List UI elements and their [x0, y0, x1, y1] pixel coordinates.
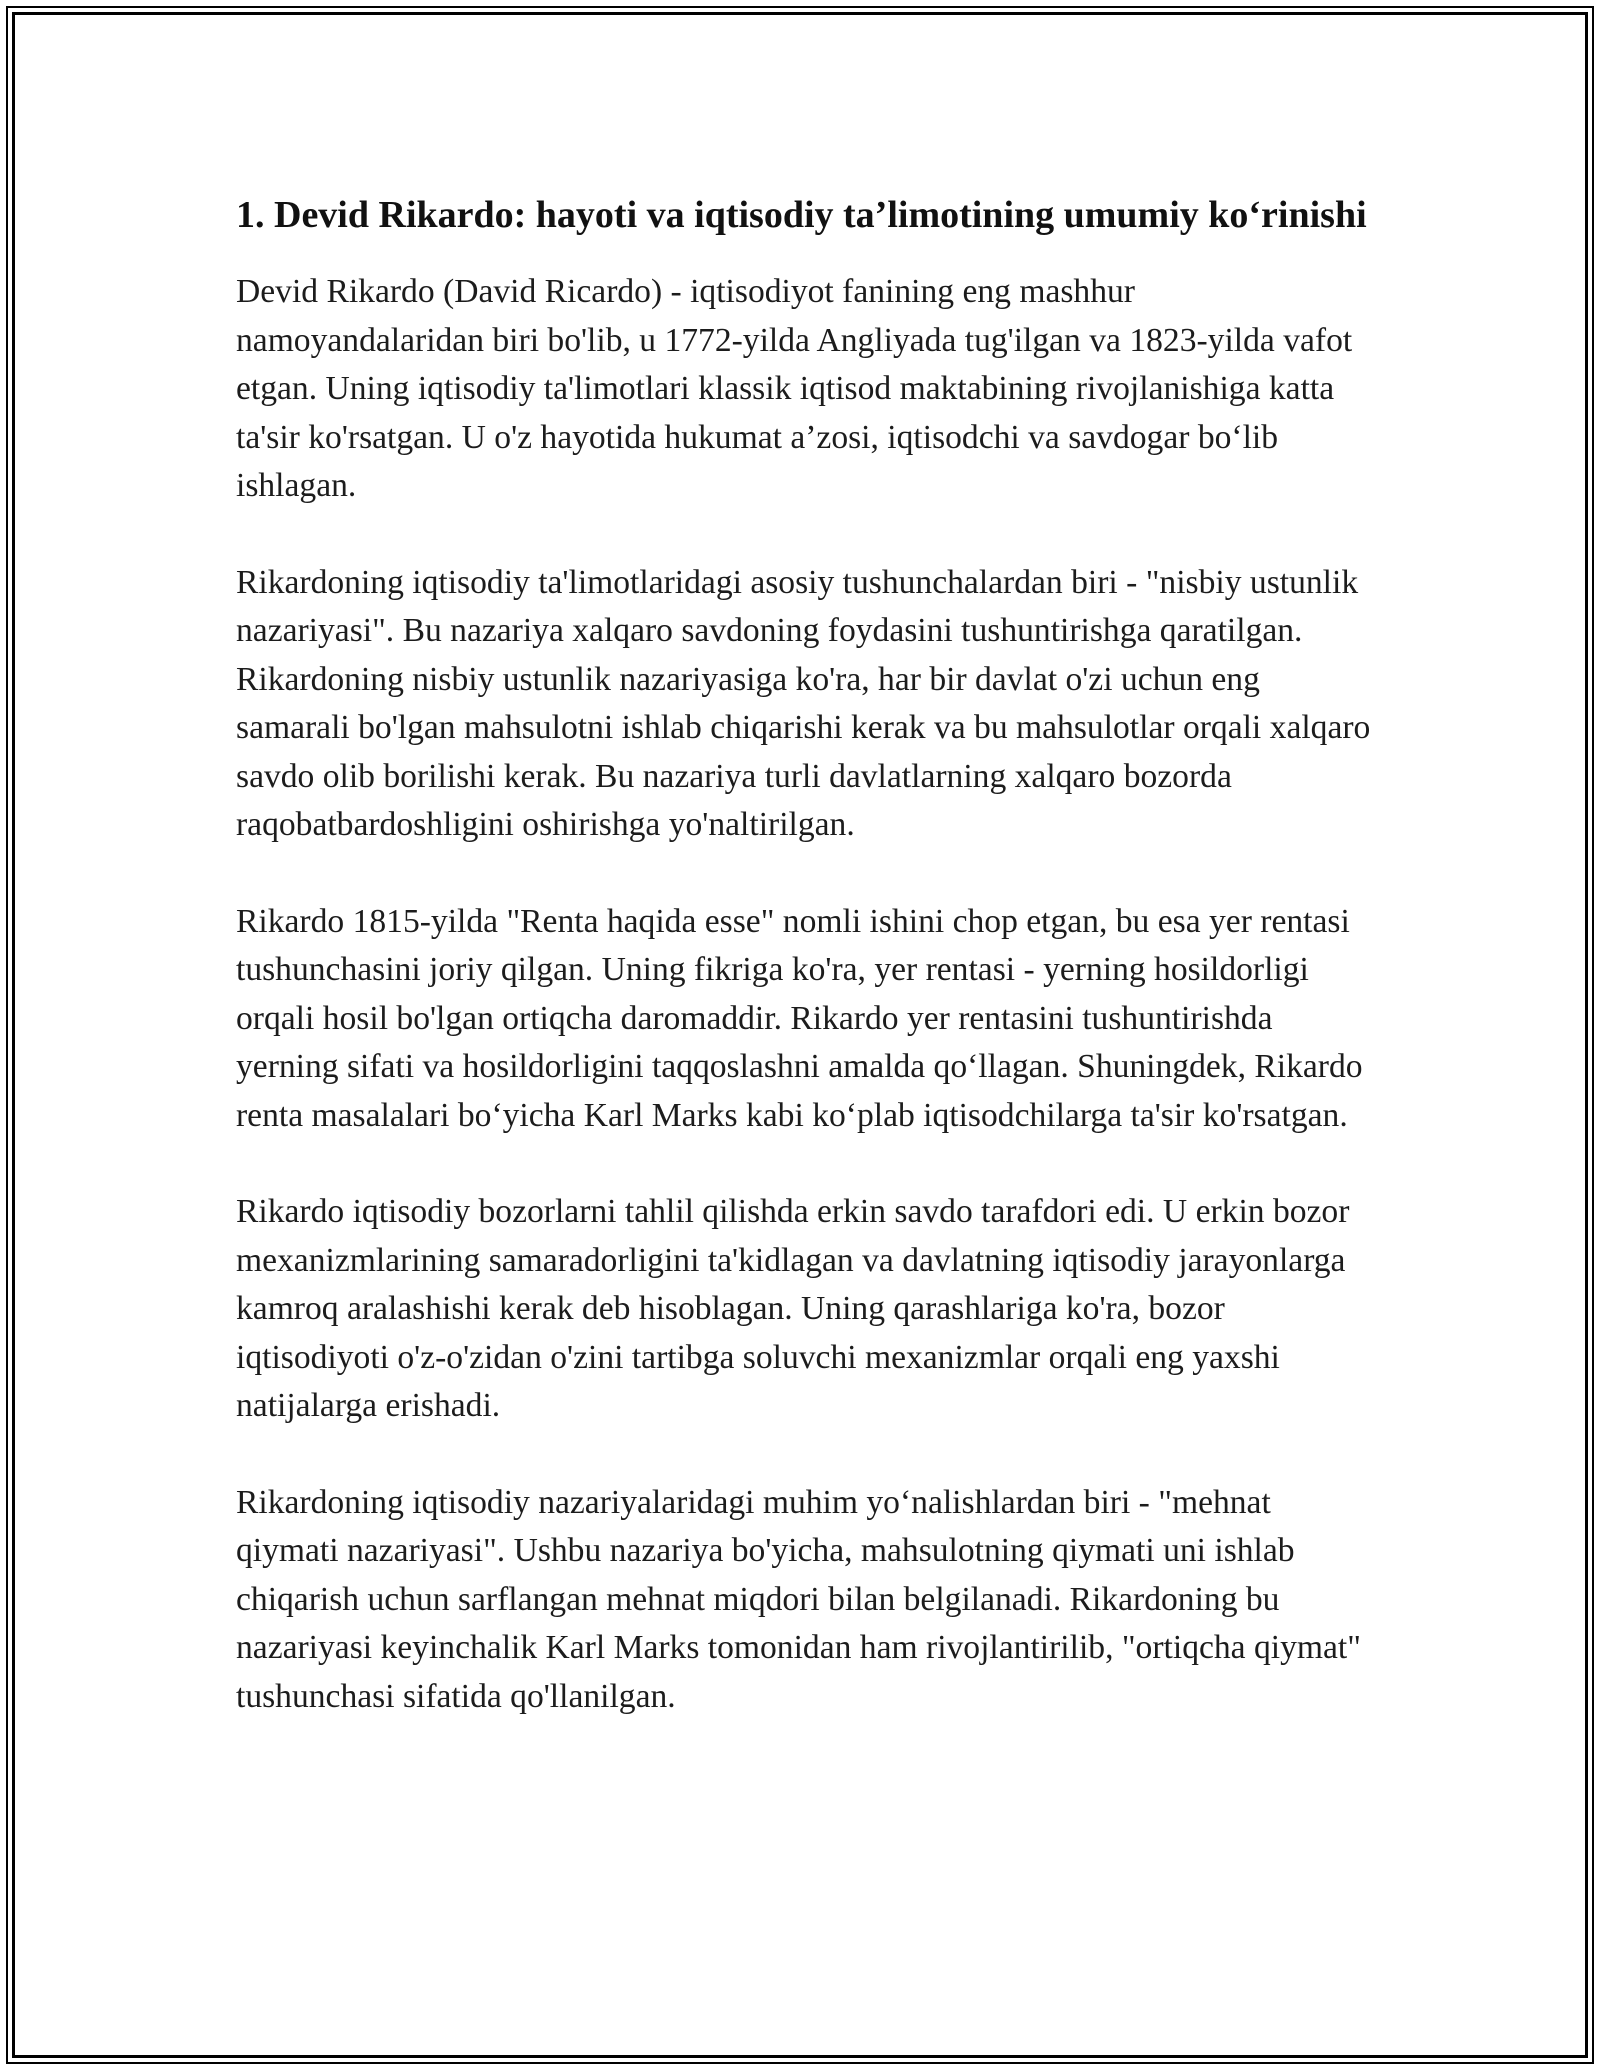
paragraph-comparative-advantage: Rikardoning iqtisodiy ta'limotlaridagi asosiy tushunchalardan biri - "nisbiy ustunlik nazariyasi". Bu nazariya xalqaro savdoning foydasini tushuntirishga qaratilgan. Rikardoning nisbiy ustunlik nazariyasiga ko'ra, har bir davlat o'zi uchun eng samarali bo'lgan mahsulotni ishlab chiqarishi kerak va bu mahsulotlar orqali xalqaro savdo olib borilishi kerak. Bu nazariya turli davlatlarning xalqaro bozorda raqobatbardoshligini oshirishga yo'naltirilgan.	[236, 563, 1371, 843]
document-title: 1. Devid Rikardo: hayoti va iqtisodiy ta’limotining umumiy ko‘rinishi	[236, 194, 1367, 236]
paragraph-rent-theory: Rikardo 1815-yilda "Renta haqida esse" nomli ishini chop etgan, bu esa yer rentasi tushunchasini joriy qilgan. Uning fikriga ko'ra, yer rentasi - yerning hosildorligi orqali hosil bo'lgan ortiqcha daromaddir. Rikardo yer rentasini tushuntirishda yerning sifati va hosildorligini taqqoslashni amalda qo‘llagan. Shuningdek, Rikardo renta masalalari bo‘yicha Karl Marks kabi ko‘plab iqtisodchilarga ta'sir ko'rsatgan.	[236, 902, 1363, 1134]
paragraph-biography: Devid Rikardo (David Ricardo) - iqtisodiyot fanining eng mashhur namoyandalaridan biri bo'lib, u 1772-yilda Angliyada tug'ilgan va 1823-yilda vafot etgan. Uning iqtisodiy ta'limotlari klassik iqtisod maktabining rivojlanishiga katta ta'sir ko'rsatgan. U o'z hayotida hukumat a’zosi, iqtisodchi va savdogar bo‘lib ishlagan.	[236, 273, 1353, 504]
document-body	[236, 188, 1376, 1769]
paragraph-free-trade: Rikardo iqtisodiy bozorlarni tahlil qilishda erkin savdo tarafdori edi. U erkin bozor mexanizmlarining samaradorligini ta'kidlagan va davlatning iqtisodiy jarayonlarga kamroq aralashishi kerak deb hisoblagan. Uning qarashlariga ko'ra, bozor iqtisodiyoti o'z-o'zidan o'zini tartibga soluvchi mexanizmlar orqali eng yaxshi natijalarga erishadi.	[236, 1193, 1350, 1424]
paragraph-labor-value-theory: Rikardoning iqtisodiy nazariyalaridagi muhim yo‘nalishlardan biri - "mehnat qiymati nazariyasi". Ushbu nazariya bo'yicha, mahsulotning qiymati uni ishlab chiqarish uchun sarflangan mehnat miqdori bilan belgilanadi. Rikardoning bu nazariyasi keyinchalik Karl Marks tomonidan ham rivojlantirilib, "ortiqcha qiymat" tushunchasi sifatida qo'llanilgan.	[236, 1483, 1361, 1715]
